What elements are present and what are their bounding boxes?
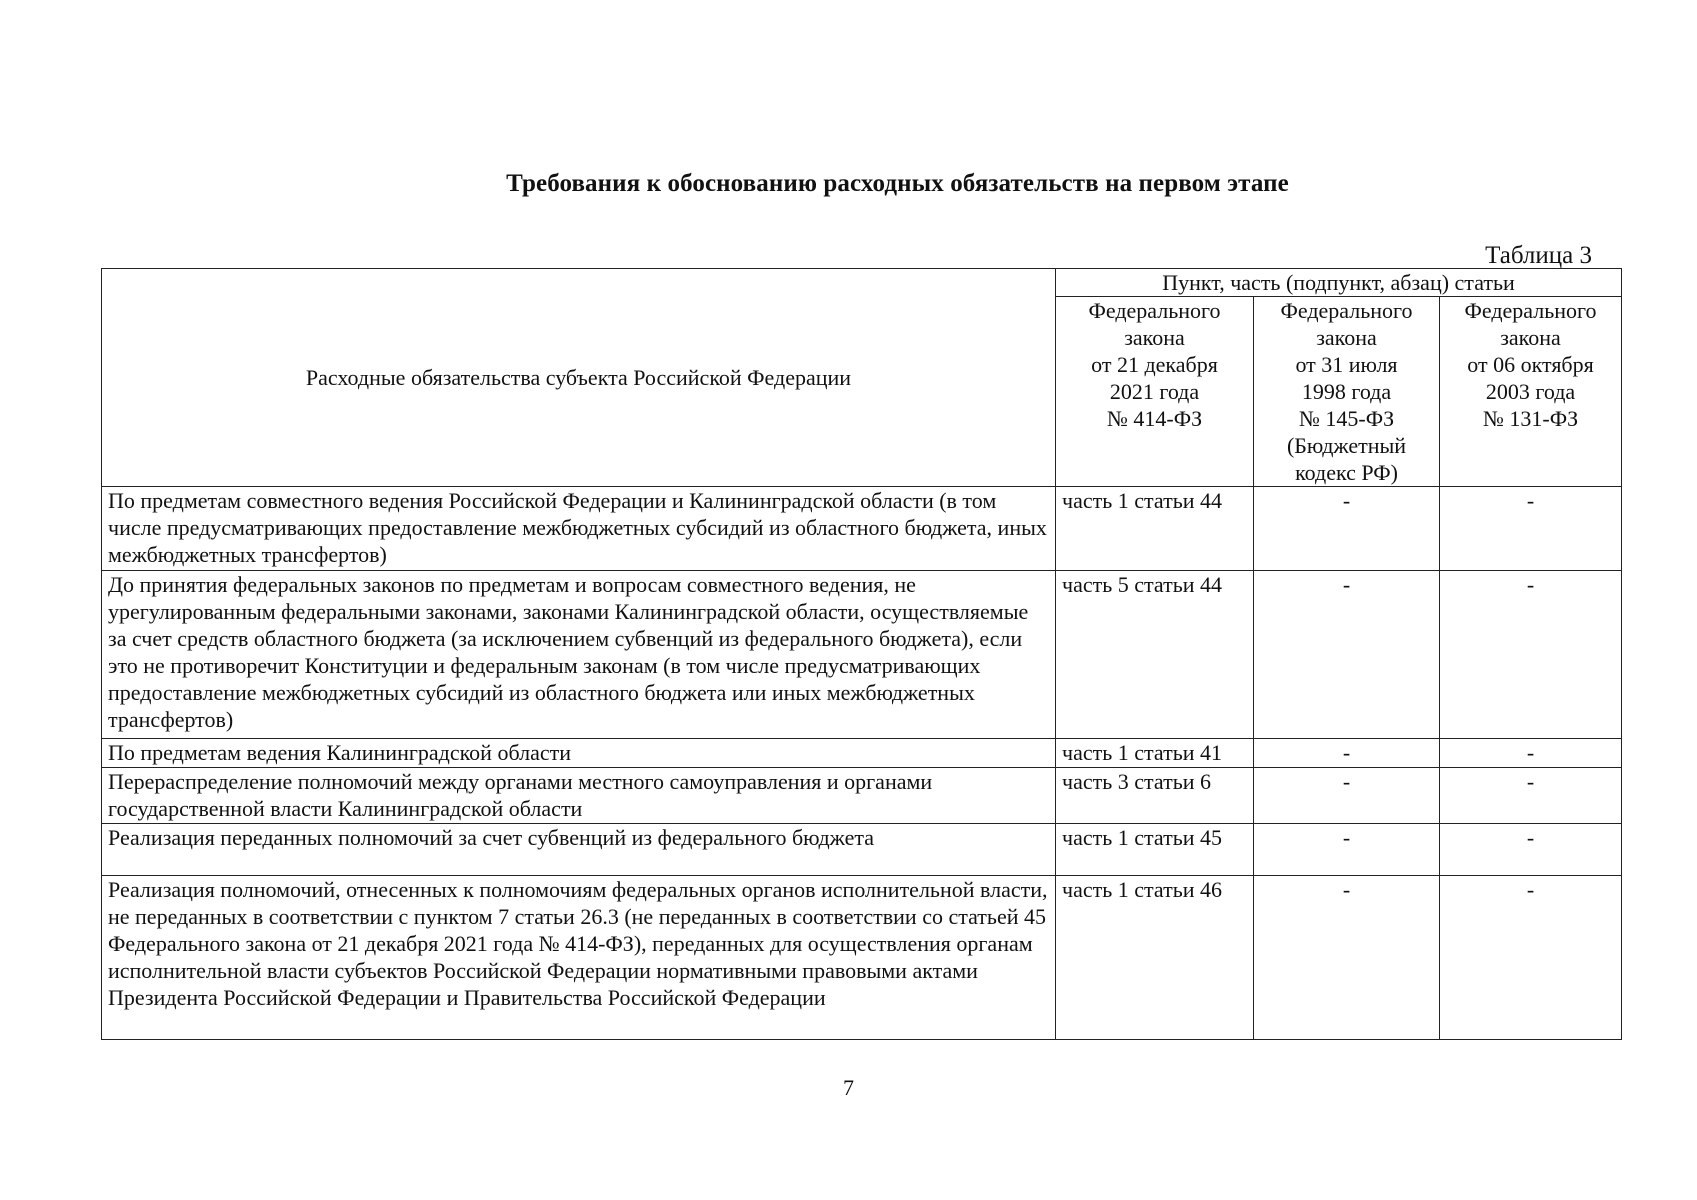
header-row-group (102, 269, 1622, 297)
header-line: 2021 года (1109, 379, 1200, 404)
law-414-cell: часть 5 статьи 44 (1056, 571, 1254, 739)
obligation-cell: Реализация переданных полномочий за счет субвенций из федерального бюджета (102, 824, 1056, 876)
header-line: Федерального (1280, 298, 1413, 323)
header-line: № 414-ФЗ (1106, 406, 1203, 431)
table-label: Таблица 3 (1485, 242, 1592, 269)
law-145-cell: - (1254, 487, 1440, 571)
header-line: Федерального (1464, 298, 1597, 323)
article-group-header: Пункт, часть (подпункт, абзац) статьи (1056, 269, 1622, 297)
header-line: Федерального (1088, 298, 1221, 323)
header-line: от 06 октября (1467, 352, 1594, 377)
law-414-cell: часть 1 статьи 45 (1056, 824, 1254, 876)
header-line: (Бюджетный (1286, 433, 1407, 458)
obligation-cell: По предметам ведения Калининградской области (102, 739, 1056, 768)
law-145-cell: - (1254, 571, 1440, 739)
obligation-cell: До принятия федеральных законов по предметам и вопросам совместного ведения, не урегулированным федеральными законами, законами Калининградской области, осуществляемые за счет средств областного бюджета (за исключением субвенций из федерального бюджета), если это не противоречит Конституции и федеральным законам (в том числе предусматривающих предоставление межбюджетных субсидий из областного бюджета или иных межбюджетных трансфертов) (102, 571, 1056, 739)
law-145-cell: - (1254, 824, 1440, 876)
header-line: от 21 декабря (1091, 352, 1218, 377)
header-line: № 131-ФЗ (1482, 406, 1579, 431)
header-line: закона (1124, 325, 1185, 350)
table-row (102, 876, 1622, 1040)
law-145-cell: - (1254, 768, 1440, 824)
table-row (102, 768, 1622, 824)
header-line: 1998 года (1301, 379, 1392, 404)
law-131-cell: - (1440, 487, 1622, 571)
header-line: от 31 июля (1295, 352, 1398, 377)
table-row (102, 739, 1622, 768)
header-line: закона (1316, 325, 1377, 350)
header-line: № 145-ФЗ (1298, 406, 1395, 431)
law-414-cell: часть 1 статьи 44 (1056, 487, 1254, 571)
table-row (102, 824, 1622, 876)
law-131-cell: - (1440, 739, 1622, 768)
law-414-cell: часть 1 статьи 46 (1056, 876, 1254, 1040)
header-line: закона (1500, 325, 1561, 350)
law-145-cell: - (1254, 876, 1440, 1040)
table-row (102, 487, 1622, 571)
obligations-column-header: Расходные обязательства субъекта Российской Федерации (102, 269, 1056, 487)
obligation-cell: Реализация полномочий, отнесенных к полномочиям федеральных органов исполнительной власти, не переданных в соответствии с пунктом 7 статьи 26.3 (не переданных в соответствии со статьей 45 Федерального закона от 21 декабря 2021 года № 414-ФЗ), переданных для осуществления органам исполнительной власти субъектов Российской Федерации нормативными правовыми актами Президента Российской Федерации и Правительства Российской Федерации (102, 876, 1056, 1040)
header-line: 2003 года (1485, 379, 1576, 404)
obligations-table (101, 268, 1622, 1040)
table-row (102, 571, 1622, 739)
law-145-cell: - (1254, 739, 1440, 768)
page-title: Требования к обоснованию расходных обязательств на первом этапе (506, 170, 1289, 197)
law-414-cell: часть 1 статьи 41 (1056, 739, 1254, 768)
header-line: кодекс РФ) (1295, 460, 1398, 485)
law-414-header (1056, 297, 1254, 487)
law-145-header (1254, 297, 1440, 487)
law-131-cell: - (1440, 824, 1622, 876)
obligation-cell: По предметам совместного ведения Российской Федерации и Калининградской области (в том числе предусматривающих предоставление межбюджетных субсидий из областного бюджета, иных межбюджетных трансфертов) (102, 487, 1056, 571)
law-131-cell: - (1440, 768, 1622, 824)
page-number: 7 (843, 1075, 854, 1100)
law-131-cell: - (1440, 876, 1622, 1040)
law-131-header (1440, 297, 1622, 487)
law-414-cell: часть 3 статьи 6 (1056, 768, 1254, 824)
law-131-cell: - (1440, 571, 1622, 739)
obligation-cell: Перераспределение полномочий между органами местного самоуправления и органами государственной власти Калининградской области (102, 768, 1056, 824)
